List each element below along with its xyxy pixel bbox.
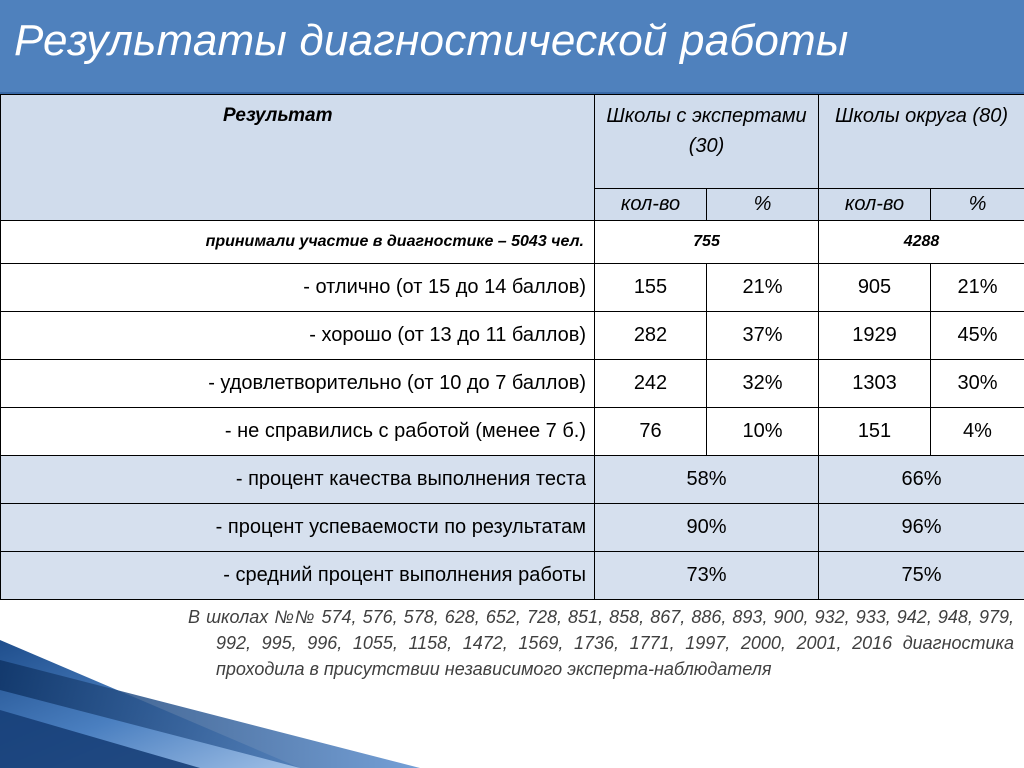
cell-percent: 37%: [707, 312, 819, 360]
page-title: Результаты диагностической работы: [14, 16, 849, 65]
cell-percent: 30%: [931, 360, 1024, 408]
table-row: [1, 360, 1024, 408]
title-bar: [0, 0, 1024, 94]
cell-percent: 21%: [707, 264, 819, 312]
table-row: [1, 312, 1024, 360]
summary-experts: 73%: [595, 552, 819, 600]
participation-district: 4288: [819, 221, 1024, 264]
cell-percent: 10%: [707, 408, 819, 456]
row-label: - не справились с работой (менее 7 б.): [1, 408, 595, 456]
subheader-percent: %: [931, 189, 1024, 221]
subheader-percent: %: [707, 189, 819, 221]
cell-count: 1303: [819, 360, 931, 408]
row-label: - хорошо (от 13 до 11 баллов): [1, 312, 595, 360]
summary-label: - средний процент выполнения работы: [1, 552, 595, 600]
summary-experts: 58%: [595, 456, 819, 504]
summary-row: [1, 456, 1024, 504]
row-label: - удовлетворительно (от 10 до 7 баллов): [1, 360, 595, 408]
cell-percent: 32%: [707, 360, 819, 408]
cell-count: 282: [595, 312, 707, 360]
table-row: [1, 264, 1024, 312]
header-result: Результат: [1, 95, 595, 221]
summary-experts: 90%: [595, 504, 819, 552]
footnote: В школах №№ 574, 576, 578, 628, 652, 728, 851, 858, 867, 886, 893, 900, 932, 933, 942, 948, 979, 992, 995, 996, 1055, 1158, 1472, 1569, 1736, 1771, 1997, 2000, 2001, 2016 диагностика проходила в присутствии независимого эксперта-наблюдателя: [188, 607, 1014, 679]
cell-count: 151: [819, 408, 931, 456]
cell-count: 242: [595, 360, 707, 408]
results-table: [0, 94, 1024, 600]
table-row: [1, 408, 1024, 456]
subheader-count: кол-во: [819, 189, 931, 221]
cell-count: 76: [595, 408, 707, 456]
header-row: [1, 95, 1024, 189]
cell-count: 1929: [819, 312, 931, 360]
header-group-experts: Школы с экспертами (30): [595, 95, 819, 189]
summary-label: - процент успеваемости по результатам: [1, 504, 595, 552]
header-group-district: Школы округа (80): [819, 95, 1024, 189]
cell-percent: 21%: [931, 264, 1024, 312]
summary-district: 96%: [819, 504, 1024, 552]
cell-percent: 4%: [931, 408, 1024, 456]
summary-row: [1, 504, 1024, 552]
participation-row: [1, 221, 1024, 264]
participation-label: принимали участие в диагностике – 5043 чел.: [1, 221, 595, 264]
row-label: - отлично (от 15 до 14 баллов): [1, 264, 595, 312]
summary-district: 66%: [819, 456, 1024, 504]
summary-label: - процент качества выполнения теста: [1, 456, 595, 504]
cell-count: 905: [819, 264, 931, 312]
summary-district: 75%: [819, 552, 1024, 600]
cell-count: 155: [595, 264, 707, 312]
summary-row: [1, 552, 1024, 600]
participation-experts: 755: [595, 221, 819, 264]
cell-percent: 45%: [931, 312, 1024, 360]
subheader-count: кол-во: [595, 189, 707, 221]
